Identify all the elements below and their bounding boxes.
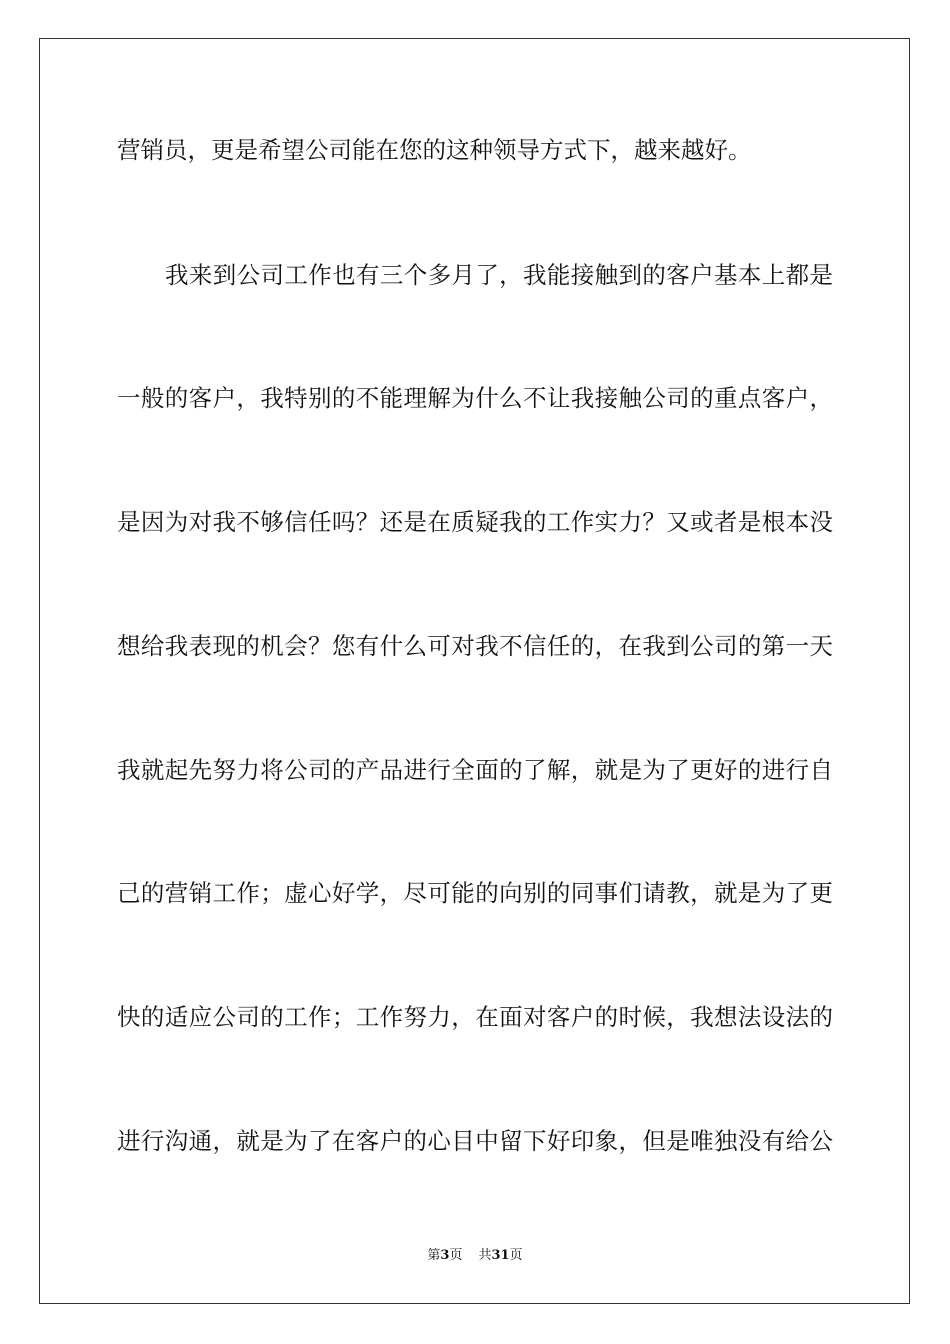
page-border <box>39 38 910 1304</box>
text-line: 进行沟通，就是为了在客户的心目中留下好印象，但是唯独没有给公 <box>117 1127 833 1155</box>
text-line: 我来到公司工作也有三个多月了，我能接触到的客户基本上都是 <box>165 261 833 289</box>
text-line: 一般的客户，我特别的不能理解为什么不让我接触公司的重点客户， <box>117 384 833 412</box>
page-number-label: 第3页 <box>427 1248 463 1263</box>
total-pages-label: 共31页 <box>478 1248 523 1263</box>
text-line: 是因为对我不够信任吗？还是在质疑我的工作实力？又或者是根本没 <box>117 508 833 536</box>
page-footer <box>0 1247 950 1265</box>
text-line: 己的营销工作；虚心好学，尽可能的向别的同事们请教，就是为了更 <box>117 879 833 907</box>
text-line: 营销员，更是希望公司能在您的这种领导方式下，越来越好。 <box>117 136 752 164</box>
text-line: 快的适应公司的工作；工作努力，在面对客户的时候，我想法设法的 <box>117 1003 833 1031</box>
text-line: 我就起先努力将公司的产品进行全面的了解，就是为了更好的进行自 <box>117 756 833 784</box>
text-line: 想给我表现的机会？您有什么可对我不信任的，在我到公司的第一天 <box>117 632 833 660</box>
